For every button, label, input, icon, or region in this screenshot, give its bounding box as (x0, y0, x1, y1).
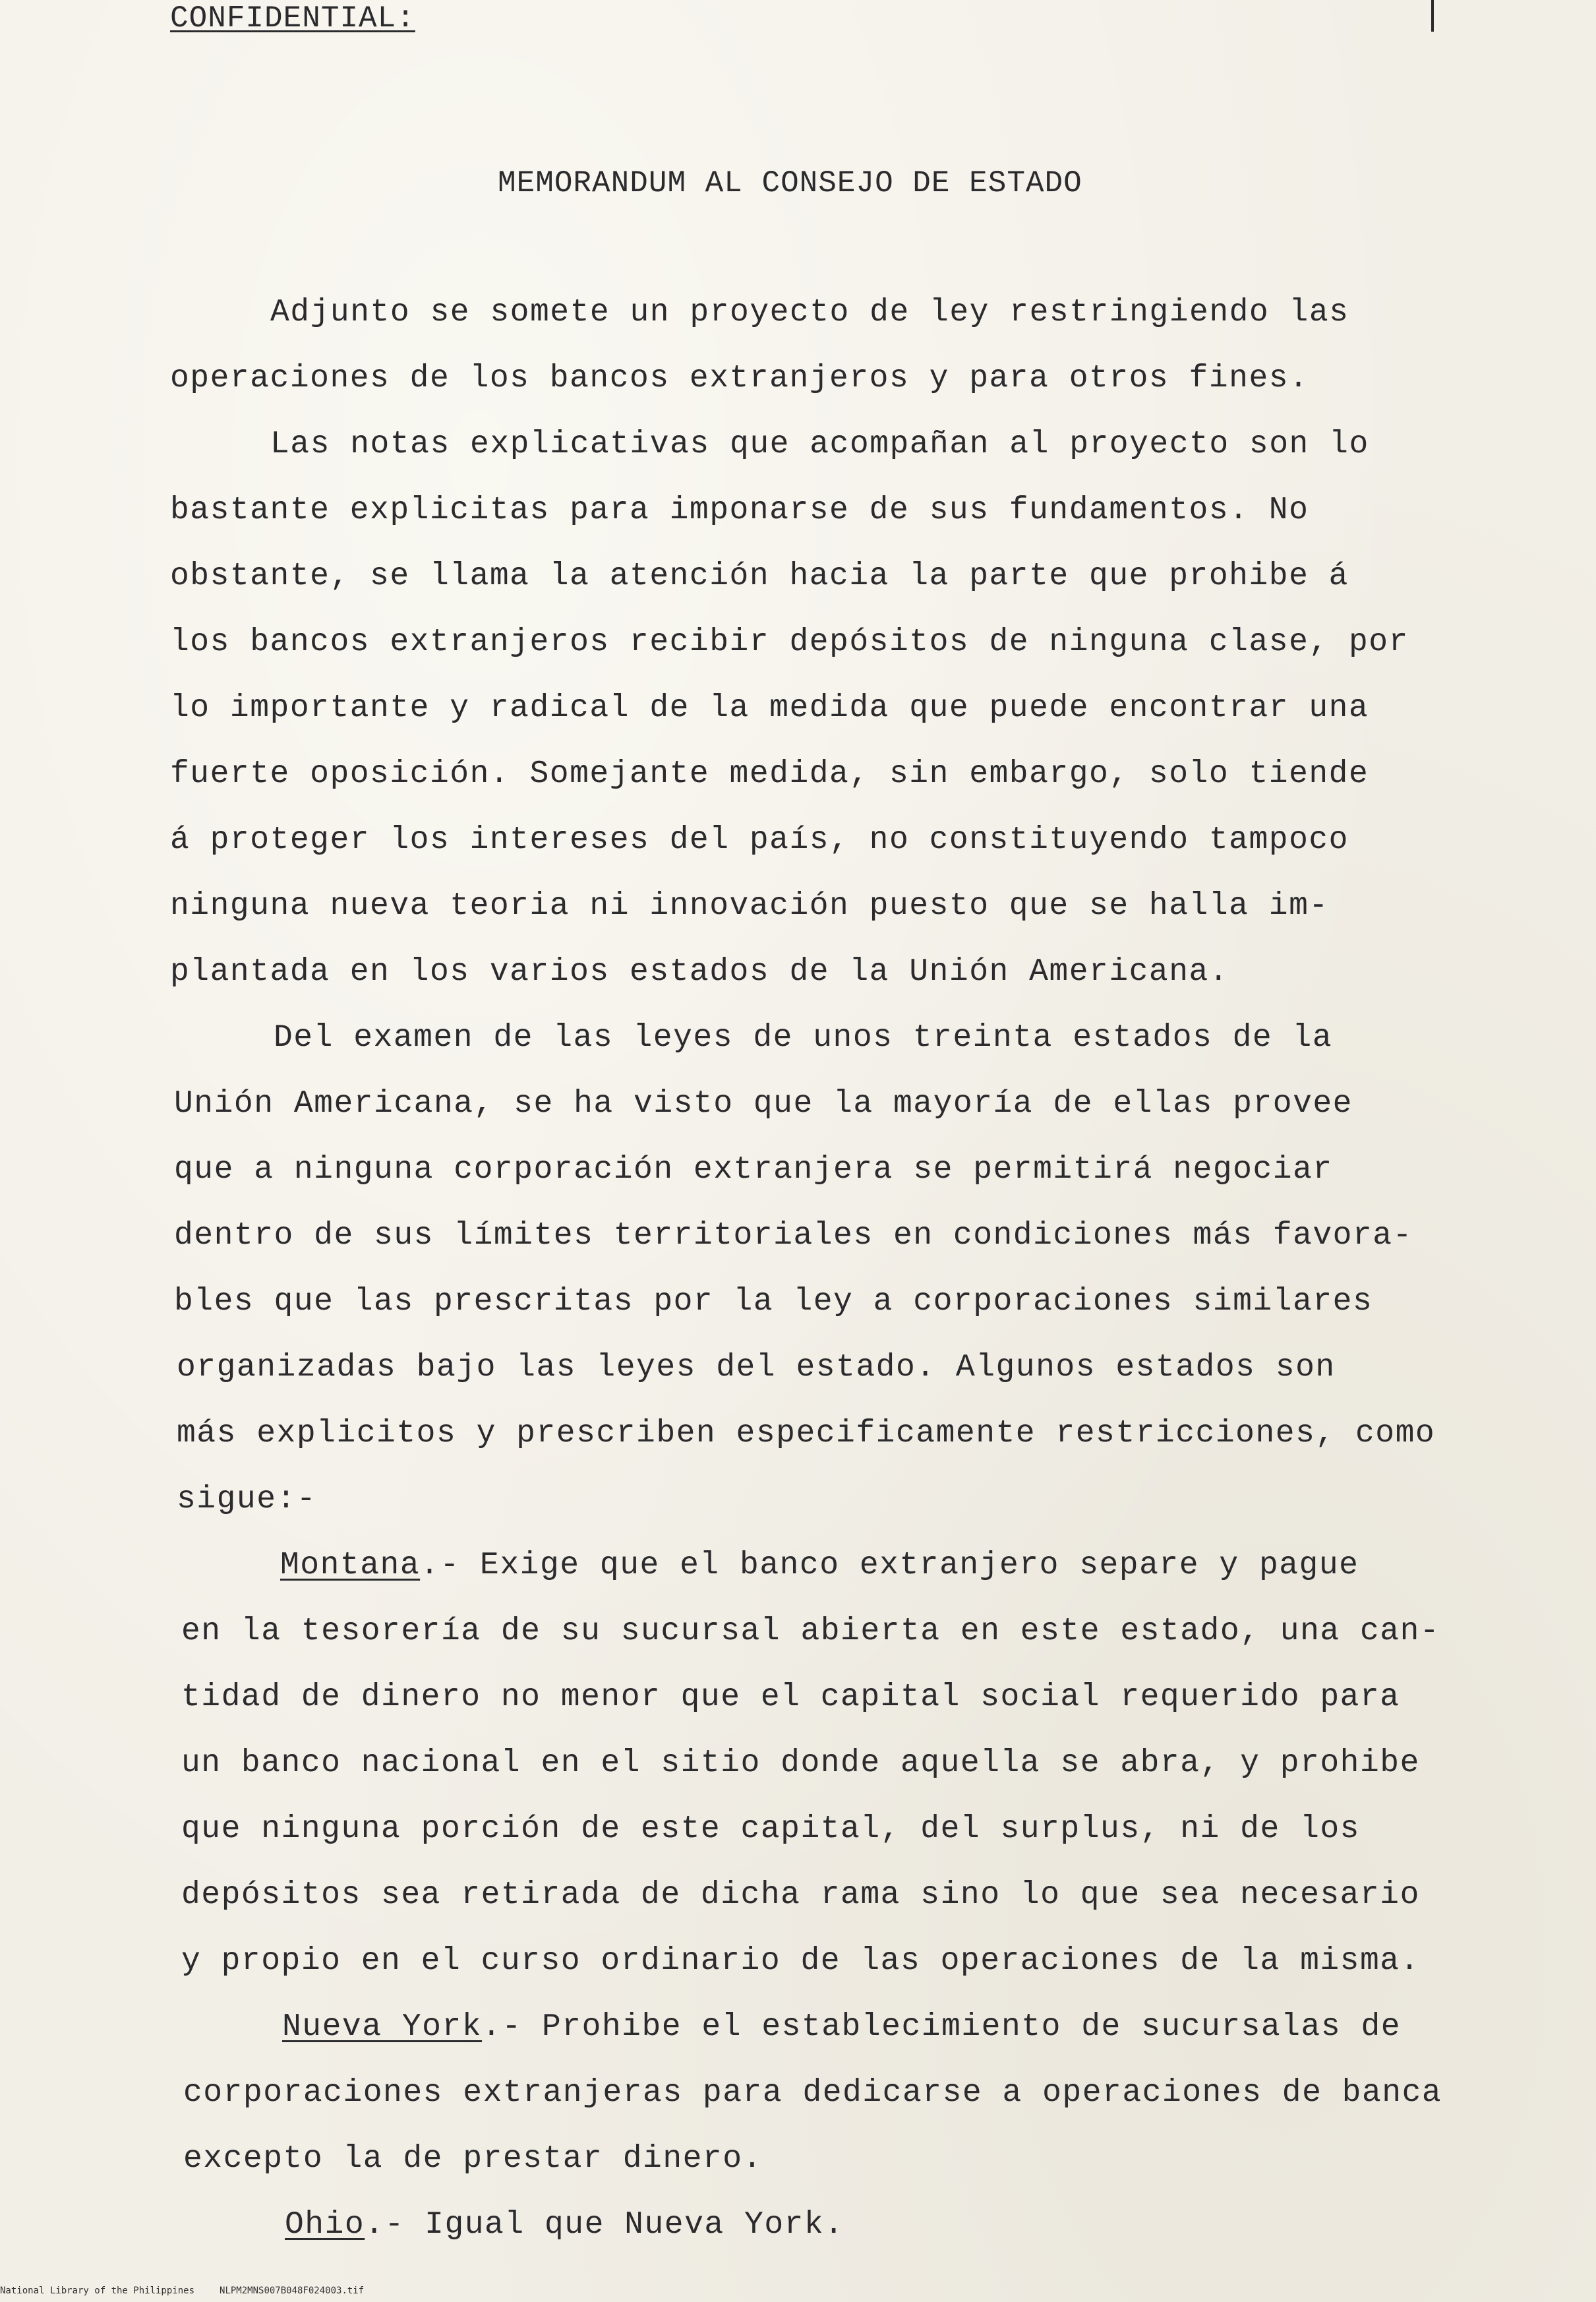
body-line: Del examen de las leyes de unos treinta estados de la (274, 1020, 1333, 1056)
body-line: los bancos extranjeros recibir depósitos de ninguna clase, por (170, 624, 1409, 660)
body-line: operaciones de los bancos extranjeros y para otros fines. (170, 361, 1309, 396)
confidential-label: CONFIDENTIAL: (170, 1, 415, 36)
body-line: á proteger los intereses del país, no constituyendo tampoco (170, 822, 1349, 858)
montana-line: depósitos sea retirada de dicha rama sino lo que sea necesario (181, 1877, 1420, 1913)
nueva-york-lead-text: .- Prohibe el establecimiento de sucursalas de (482, 2009, 1402, 2045)
ohio-lead-text: .- Igual que Nueva York. (365, 2207, 844, 2243)
body-line: bastante explicitas para imponarse de sus fundamentos. No (170, 493, 1309, 528)
edge-mark (1431, 0, 1434, 32)
footer-filename: NLPM2MNS007B048F024003.tif (220, 2286, 365, 2296)
body-line: ninguna nueva teoria ni innovación puesto que se halla im- (170, 888, 1329, 924)
body-line: organizadas bajo las leyes del estado. Algunos estados son (177, 1350, 1336, 1385)
montana-lead-text: .- Exige que el banco extranjero separe y pague (420, 1548, 1359, 1583)
montana-line: un banco nacional en el sitio donde aquella se abra, y prohibe (181, 1745, 1420, 1781)
body-line: dentro de sus límites territoriales en condiciones más favora- (174, 1218, 1413, 1254)
state-name-montana: Montana (280, 1548, 421, 1583)
montana-line: tidad de dinero no menor que el capital social requerido para (181, 1680, 1400, 1715)
body-line: más explicitos y prescriben especificamente restricciones, como (177, 1416, 1436, 1451)
nueva-york-line: excepto la de prestar dinero. (183, 2141, 763, 2177)
nueva-york-line: corporaciones extranjeras para dedicarse a operaciones de banca (183, 2075, 1442, 2111)
scan-footer (0, 2286, 364, 2296)
nueva-york-lead-line (282, 2011, 1401, 2043)
body-line: plantada en los varios estados de la Unión Americana. (170, 954, 1229, 990)
montana-lead-line (280, 1550, 1359, 1581)
ohio-lead-line (285, 2209, 844, 2241)
body-line: lo importante y radical de la medida que puede encontrar una (170, 690, 1369, 726)
state-name-ohio: Ohio (285, 2207, 365, 2243)
state-name-nueva-york: Nueva York (282, 2009, 483, 2045)
body-line: obstante, se llama la atención hacia la parte que prohibe á (170, 559, 1349, 594)
body-line: Las notas explicativas que acompañan al proyecto son lo (270, 427, 1369, 462)
body-line: fuerte oposición. Somejante medida, sin embargo, solo tiende (170, 756, 1369, 792)
montana-line: y propio en el curso ordinario de las operaciones de la misma. (181, 1943, 1420, 1979)
footer-library: National Library of the Philippines (0, 2286, 195, 2296)
montana-line: que ninguna porción de este capital, del surplus, ni de los (181, 1811, 1360, 1847)
body-line: Adjunto se somete un proyecto de ley restringiendo las (270, 295, 1349, 330)
body-line: que a ninguna corporación extranjera se permitirá negociar (174, 1152, 1333, 1188)
montana-line: en la tesorería de su sucursal abierta en este estado, una can- (181, 1614, 1440, 1649)
body-line: bles que las prescritas por la ley a corporaciones similares (174, 1284, 1373, 1319)
body-line: Unión Americana, se ha visto que la mayoría de ellas provee (174, 1086, 1353, 1122)
body-line: sigue:- (177, 1482, 317, 1517)
memo-title: MEMORANDUM AL CONSEJO DE ESTADO (498, 166, 1082, 200)
